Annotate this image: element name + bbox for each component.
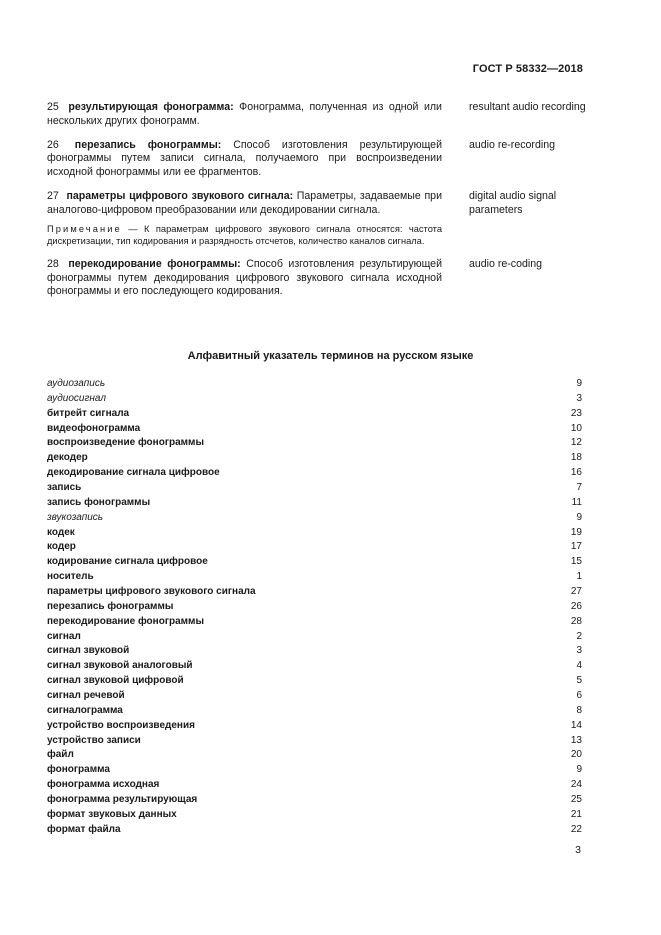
index-term-number: 6 xyxy=(576,690,582,702)
index-term-number: 26 xyxy=(570,600,582,612)
index-term-number: 4 xyxy=(576,660,582,672)
index-entry xyxy=(47,630,582,645)
index-entry xyxy=(47,496,582,511)
index-term-number: 18 xyxy=(570,452,582,464)
index-term: запись xyxy=(47,482,82,494)
term-definition: Фонограмма, полученная из одной или нескольких других фонограмм. xyxy=(47,101,442,127)
index-entry xyxy=(47,392,582,407)
index-entry xyxy=(47,763,582,778)
index-term: сигнал звуковой xyxy=(47,645,130,657)
index-term: битрейт сигнала xyxy=(47,407,130,419)
index-entry xyxy=(47,407,582,422)
term-entry-25 xyxy=(47,101,587,129)
index-term-number: 28 xyxy=(570,615,582,627)
index-term: формат звуковых данных xyxy=(47,808,177,820)
index-term: фонограмма xyxy=(47,764,110,776)
index-term: фонограмма результирующая xyxy=(47,794,198,806)
term-definition-block xyxy=(47,258,442,299)
index-term-number: 23 xyxy=(570,407,582,419)
index-term: перекодирование фонограммы xyxy=(47,615,204,627)
index-entry xyxy=(47,585,582,600)
alphabetical-index xyxy=(47,377,582,838)
index-term-number: 3 xyxy=(576,645,582,657)
index-term: видеофонограмма xyxy=(47,422,141,434)
index-term-number: 25 xyxy=(570,794,582,806)
index-term: кодек xyxy=(47,526,75,538)
index-term-number: 9 xyxy=(576,511,582,523)
term-name: перекодирование фонограммы: xyxy=(68,257,241,270)
index-entry xyxy=(47,600,582,615)
index-entry xyxy=(47,526,582,541)
index-term-number: 21 xyxy=(570,808,582,820)
index-term-number: 3 xyxy=(576,392,582,404)
index-term-number: 19 xyxy=(570,526,582,538)
index-term: кодер xyxy=(47,541,76,553)
index-term-number: 13 xyxy=(570,734,582,746)
index-term: фонограмма исходная xyxy=(47,779,160,791)
index-term-number: 22 xyxy=(570,823,582,835)
index-term: сигнал звуковой аналоговый xyxy=(47,660,193,672)
index-entry xyxy=(47,719,582,734)
index-term-number: 2 xyxy=(576,630,582,642)
index-term: сигнал xyxy=(47,630,81,642)
index-entry xyxy=(47,674,582,689)
index-term-number: 5 xyxy=(576,675,582,687)
term-name: перезапись фонограммы: xyxy=(74,138,222,151)
index-term: параметры цифрового звукового сигнала xyxy=(47,586,256,598)
terms-section xyxy=(47,101,587,309)
index-entry xyxy=(47,555,582,570)
index-term-number: 20 xyxy=(570,749,582,761)
index-term: перезапись фонограммы xyxy=(47,600,174,612)
index-term-number: 1 xyxy=(576,571,582,583)
term-definition-block xyxy=(47,190,442,248)
index-term-number: 11 xyxy=(571,496,582,508)
index-term-number: 7 xyxy=(576,482,582,494)
term-english: audio re-recording xyxy=(469,138,555,151)
index-term: сигналограмма xyxy=(47,704,123,716)
page-number: 3 xyxy=(575,844,581,856)
term-number: 25 xyxy=(47,101,59,113)
index-term: устройство воспроизведения xyxy=(47,719,195,731)
term-name: параметры цифрового звукового сигнала: xyxy=(66,189,294,202)
index-term: носитель xyxy=(47,571,94,583)
term-note xyxy=(47,223,442,248)
index-term: декодирование сигнала цифровое xyxy=(47,467,220,479)
index-term: сигнал речевой xyxy=(47,690,125,702)
index-entry xyxy=(47,511,582,526)
index-entry xyxy=(47,422,582,437)
index-entry xyxy=(47,451,582,466)
term-english: digital audio signal parameters xyxy=(469,189,557,216)
index-term: запись фонограммы xyxy=(47,496,151,508)
term-definition: Способ изготовления результирующей фонограммы путем декодирования цифрового звукового сигнала исходной фонограммы и его последующего кодирования. xyxy=(47,257,442,298)
index-entry xyxy=(47,734,582,749)
index-entry xyxy=(47,615,582,630)
index-term-number: 27 xyxy=(570,586,582,598)
term-entry-28 xyxy=(47,258,587,299)
term-entry-26 xyxy=(47,139,587,180)
index-entry xyxy=(47,377,582,392)
index-term: файл xyxy=(47,749,74,761)
index-term-number: 16 xyxy=(570,467,582,479)
term-name: результирующая фонограмма: xyxy=(68,101,234,113)
index-entry xyxy=(47,659,582,674)
index-term: звукозапись xyxy=(47,511,104,523)
index-entry xyxy=(47,481,582,496)
term-entry-27 xyxy=(47,190,587,248)
index-entry xyxy=(47,689,582,704)
index-term-number: 14 xyxy=(570,719,582,731)
term-number: 26 xyxy=(47,138,59,151)
index-term: формат файла xyxy=(47,823,121,835)
index-term-number: 24 xyxy=(570,779,582,791)
document-header: ГОСТ Р 58332—2018 xyxy=(472,63,583,75)
term-number: 28 xyxy=(47,257,59,270)
index-term: аудиозапись xyxy=(47,378,106,389)
index-term: воспроизведение фонограммы xyxy=(47,437,204,449)
term-number: 27 xyxy=(47,189,59,202)
index-term: кодирование сигнала цифровое xyxy=(47,556,208,568)
term-definition-block xyxy=(47,139,442,180)
index-term-number: 12 xyxy=(570,437,582,449)
term-english: audio re-coding xyxy=(469,257,543,270)
index-term: аудиосигнал xyxy=(47,392,106,404)
index-entry xyxy=(47,466,582,481)
index-title: Алфавитный указатель терминов на русском языке xyxy=(187,350,474,362)
note-label: Примечание xyxy=(47,223,122,234)
term-definition: Параметры, задаваемые при аналогово-цифровом преобразовании или декодировании сигнала. xyxy=(47,189,442,216)
index-term-number: 10 xyxy=(570,422,582,434)
note-text: — К параметрам цифрового звукового сигнала относятся: частота дискретизации, тип кодирования и разрядность отсчетов, количество каналов сигнала. xyxy=(47,223,442,247)
index-entry xyxy=(47,436,582,451)
index-entry xyxy=(47,748,582,763)
index-entry xyxy=(47,808,582,823)
index-entry xyxy=(47,823,582,838)
index-entry xyxy=(47,644,582,659)
index-term: декодер xyxy=(47,452,88,464)
index-term-number: 8 xyxy=(576,704,582,716)
index-entry xyxy=(47,793,582,808)
index-term-number: 9 xyxy=(576,764,582,776)
index-term: устройство записи xyxy=(47,734,141,746)
index-term-number: 9 xyxy=(576,378,582,389)
term-definition-block xyxy=(47,101,442,129)
index-entry xyxy=(47,540,582,555)
index-term-number: 17 xyxy=(570,541,582,553)
term-english: resultant audio recording xyxy=(469,101,586,113)
index-entry xyxy=(47,704,582,719)
index-term: сигнал звуковой цифровой xyxy=(47,675,184,687)
term-definition: Способ изготовления результирующей фонограммы путем записи сигнала, получаемого при воспроизведении исходной фонограммы или ее фрагментов. xyxy=(47,138,442,179)
index-entry xyxy=(47,778,582,793)
index-term-number: 15 xyxy=(570,556,582,568)
index-entry xyxy=(47,570,582,585)
